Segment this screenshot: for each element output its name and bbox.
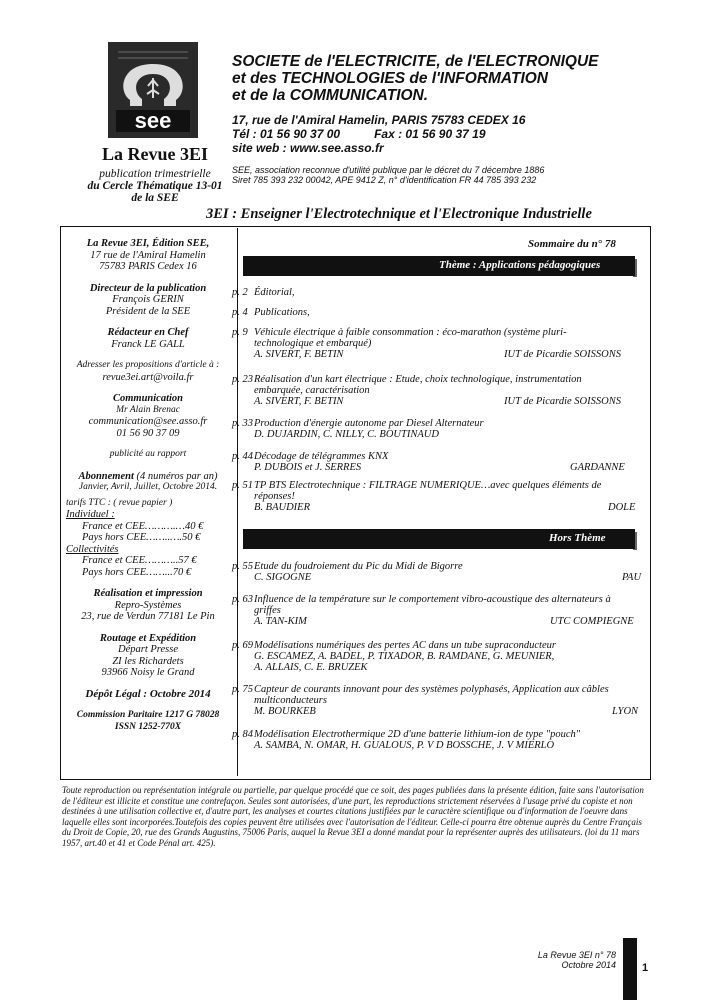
summary-entry: p. 69 Modélisations numériques des pertes AC dans un tube supraconducteur G. ESCAMEZ, A. BADEL, P. TIXADOR, B. RAMDANE, G. MEUNIER, A. ALLAIS, C. E. BRUZEK bbox=[232, 640, 556, 673]
summary-entry: p. 44 Décodage de télégrammes KNX P. DUBOIS et J. SERRES GARDANNE bbox=[232, 451, 625, 473]
telephone: Tél : 01 56 90 37 00 bbox=[232, 127, 341, 141]
revue-subtitle: publication trimestrielle du Cercle Thématique 13-01 de la SEE bbox=[87, 168, 223, 204]
theme-band: Thème : Applications pédagogiques bbox=[243, 256, 635, 276]
summary-entry: p. 9 Véhicule électrique à faible consommation : éco-marathon (système pluri- technologique et embarqué) A. SIVERT, F. BETIN IUT de Picardie SOISSONS bbox=[232, 327, 621, 360]
revue-title: La Revue 3EI bbox=[101, 144, 208, 164]
see-logo bbox=[108, 42, 198, 138]
copyright-notice: Toute reproduction ou représentation intégrale ou partielle, par quelque procédé que ce soit, des pages publiées dans la présente édition, faite sans l'autorisation de l'éditeur est illicite et constitue une contrefaçon. Seules sont autorisées, d'une part, les reproductions strictement réservées à l'usage privé du copiste et non destinées à une utilisation collective et, d'autre part, les analyses et courtes citations justifiées par le caractère scientifique ou d'information de l'oeuvre dans laquelle elles sont incorporées.Toutefois des copies peuvent être utilisées avec l'autorisation de l'éditeur. Celle-ci pourra être obtenue auprès du Centre Français du Droit de Copie, 20, rue des Grands Augustins, 75006 Paris, auquel la Revue 3EI a donné mandat pour la représenter auprès des utilisateurs. (loi du 11 mars 1957, art.40 et 41 et Code Pénal art. 425). bbox=[62, 785, 644, 848]
tagline: 3EI : Enseigner l'Electrotechnique et l'Electronique Industrielle bbox=[206, 206, 592, 222]
summary-entry: p. 4 Publications, bbox=[232, 307, 310, 318]
fax: Fax : 01 56 90 37 19 bbox=[374, 127, 486, 141]
summary-entry: p. 2 Éditorial, bbox=[232, 287, 295, 298]
summary-entry: p. 23 Réalisation d'un kart électrique : Etude, choix technologique, instrumentation embarquée, caractérisation A. SIVERT, F. BETIN IUT de Picardie SOISSONS bbox=[232, 374, 621, 407]
footer-issue: La Revue 3EI n° 78 Octobre 2014 bbox=[537, 950, 616, 970]
hors-theme-band: Hors Thème bbox=[243, 529, 635, 549]
website: site web : www.see.asso.fr bbox=[232, 141, 384, 155]
summary-entry: p. 63 Influence de la température sur le comportement vibro-acoustique des alternateurs à griffes A. TAN-KIM UTC COMPIEGNE bbox=[232, 594, 634, 627]
summary-entry: p. 55 Etude du foudroiement du Pic du Midi de Bigorre C. SIGOGNE PAU bbox=[232, 561, 642, 583]
organization-address: 17, rue de l'Amiral Hamelin, PARIS 75783 CEDEX 16 Tél : 01 56 90 37 00 Fax : 01 56 90 37 19 site web : www.see.asso.fr bbox=[232, 113, 526, 155]
summary-title: Sommaire du n° 78 bbox=[528, 238, 616, 250]
summary-entry: p. 75 Capteur de courants innovant pour des systèmes polyphasés, Application aux câbles multiconducteurs M. BOURKEB LYON bbox=[232, 684, 639, 717]
summary-entry: p. 51 TP BTS Electrotechnique : FILTRAGE NUMERIQUE…avec quelques éléments de réponses! B. BAUDIER DOLE bbox=[232, 480, 636, 513]
footer-bar bbox=[623, 938, 637, 1000]
logo-text: see bbox=[134, 108, 172, 133]
page-number: 1 bbox=[642, 962, 649, 974]
organization-name: SOCIETE de l'ELECTRICITE, de l'ELECTRONIQUE et des TECHNOLOGIES de l'INFORMATION et de la COMMUNICATION. bbox=[232, 53, 599, 104]
editorial-info: La Revue 3EI, Édition SEE, 17 rue de l'Amiral Hamelin 75783 PARIS Cedex 16 Directeur de la publication François GERIN Président de la SEE Rédacteur en Chef Franck LE GALL Adresser les propositions d'article à : revue3ei.art@voila.fr Communication Mr Alain Brenac communication@see.asso.fr 01 56 90 37 09 publicité au rapport Abonnement (4 numéros par an) Janvier, Avril, Juillet, Octobre 2014. tarifs TTC : ( revue papier ) Individuel : France et CEE……….…40 € Pays hors CEE……..….50 € Collectivités France et CEE………..57 € Pays hors CEE……...70 € Réalisation et impression Repro-Systèmes 23, rue de Verdun 77181 Le Pin Routage et Expédition Départ Presse ZI les Richardets 93966 Noisy le Grand Dépôt Légal : Octobre 2014 Commission Paritaire 1217 G 78028 ISSN 1252-770X bbox=[66, 238, 220, 732]
summary-entry: p. 84 Modélisation Electrothermique 2D d'une batterie lithium-ion de type "pouch" A. SAMBA, N. OMAR, H. GUALOUS, P. V D BOSSCHE, J. V MIERLO bbox=[232, 729, 581, 751]
summary-entry: p. 33 Production d'énergie autonome par Diesel Alternateur D. DUJARDIN, C. NILLY, C. BOUTINAUD bbox=[232, 418, 484, 440]
organization-legal: SEE, association reconnue d'utilité publique par le décret du 7 décembre 1886 Siret 785 393 232 00042, APE 9412 Z, n° d'identification FR 44 785 393 232 bbox=[232, 165, 545, 185]
